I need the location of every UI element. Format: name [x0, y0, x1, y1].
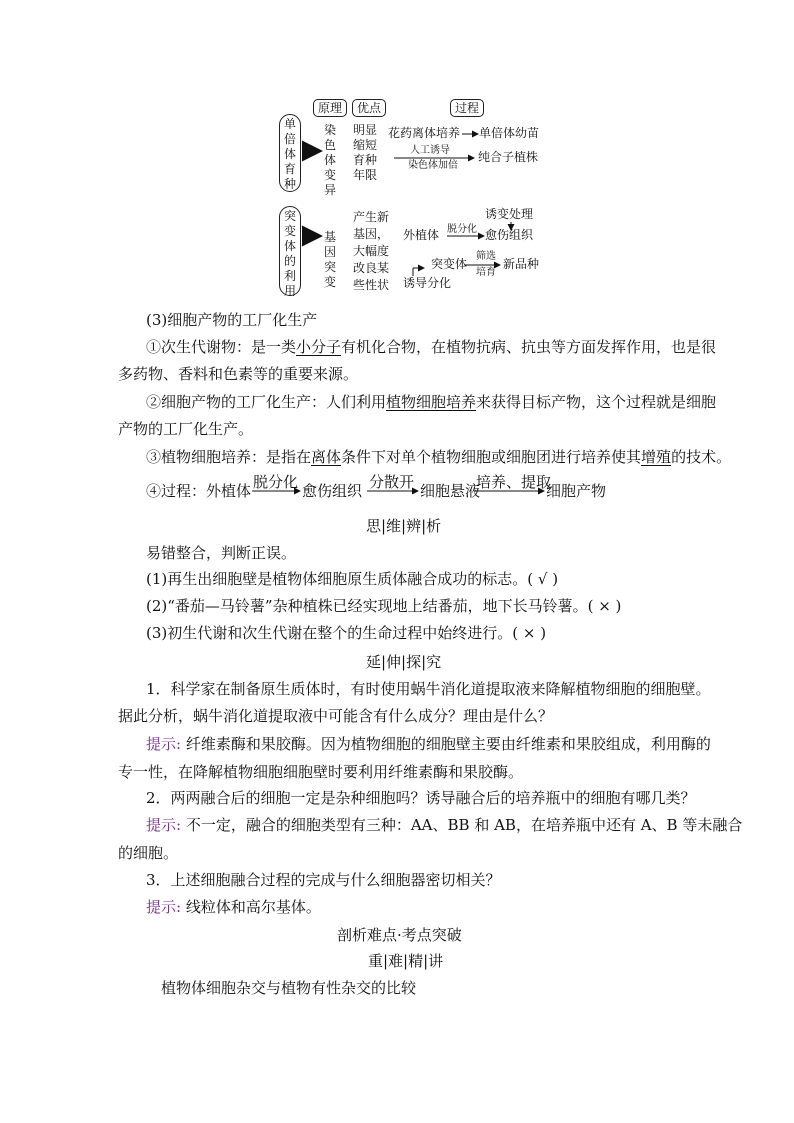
mutant-new-variety: 新品种	[503, 257, 540, 271]
section3-heading: (3)细胞产物的工厂化生产	[146, 311, 318, 329]
haploid-principle: 染色体变异	[323, 123, 336, 197]
header-principle: 原理	[313, 99, 347, 117]
p4-label: ④过程：外植体	[146, 482, 252, 500]
p2-pre: ②细胞产物的工厂化生产：人们利用	[146, 393, 387, 411]
thinking-item-3: (3)初生代谢和次生代谢在整个的生命过程中始终进行。( × )	[146, 624, 547, 642]
hint-label: 提示:	[146, 898, 182, 916]
haploid-advantage: 明显缩短育种年限	[353, 123, 378, 182]
p1-post: 有机化合物，在植物抗病、抗虫等方面发挥作用，也是很	[341, 338, 717, 356]
p4-callus: 愈伤组织	[302, 482, 363, 500]
extend-q3: 3．上述细胞融合过程的完成与什么细胞器密切相关？	[146, 871, 501, 889]
mutant-treatment: 诱变处理	[485, 207, 534, 221]
extend-title: 延|伸|探|究	[366, 653, 442, 671]
process-arrows	[0, 0, 794, 520]
p1-pre: ①次生代谢物：是一类	[146, 338, 297, 356]
extend-a2-line2: 的细胞。	[118, 844, 179, 862]
haploid-arrow-bottom: 染色体加倍	[408, 160, 458, 171]
p4-suspension: 细胞悬液	[420, 482, 481, 500]
p3-mid: 条件下对单个植物细胞或细胞团进行培养使其	[341, 448, 642, 466]
extend-a1-line2: 专一性，在降解植物细胞细胞壁时要利用纤维素酶和果胶酶。	[118, 763, 524, 781]
p2-underlined: 植物细胞培养	[386, 393, 477, 411]
p2-post: 来获得目标产物，这个过程就是细胞	[476, 393, 717, 411]
mutant-screen: 筛选	[476, 251, 496, 262]
p4-arrow2-label: 分散开	[369, 473, 415, 491]
thinking-title: 思|维|辨|析	[366, 517, 442, 535]
header-advantage: 优点	[352, 99, 386, 117]
haploid-result1: 单倍体幼苗	[479, 126, 540, 140]
mutant-dediff: 脱分化	[447, 224, 477, 235]
mutant-explant: 外植体	[403, 228, 440, 242]
extend-a2-line1	[146, 816, 742, 834]
mutant-induce-diff: 诱导分化	[403, 276, 452, 290]
extend-a3	[146, 898, 321, 916]
mutant-advantage: 产生新基因，大幅度改良某些性状	[353, 210, 390, 292]
p1-underlined: 小分子	[296, 338, 342, 356]
p4-product: 细胞产物	[546, 482, 607, 500]
analysis-topic: 植物体细胞杂交与植物有性杂交的比较	[161, 979, 417, 997]
extend-q1-line2: 据此分析，蜗牛消化道提取液中可能含有什么成分？理由是什么？	[118, 707, 554, 725]
haploid-result2: 纯合子植株	[478, 150, 539, 164]
p4-arrow3-label: 培养、提取	[476, 473, 552, 491]
thinking-item-1: (1)再生出细胞壁是植物体细胞原生质体融合成功的标志。( √ )	[146, 570, 559, 588]
section3-p2-line2: 产物的工厂化生产。	[118, 420, 254, 438]
p3-pre: ③植物细胞培养：是指在	[146, 448, 312, 466]
analysis-subtitle: 重|难|精|讲	[368, 952, 444, 970]
p3-post: 的技术。	[671, 448, 732, 466]
thinking-intro: 易错整合，判断正误。	[146, 544, 297, 562]
hint-label: 提示:	[146, 816, 182, 834]
haploid-step1: 花药离体培养	[388, 126, 461, 140]
analysis-title: 剖析难点·考点突破	[337, 926, 462, 944]
p3-underlined-1: 离体	[311, 448, 342, 466]
p4-arrow1-label: 脱分化	[253, 473, 299, 491]
extend-a1-line1	[146, 735, 711, 753]
mutant-culture: 培育	[476, 267, 496, 278]
mutant-callus: 愈伤组织	[485, 228, 534, 242]
thinking-item-2: (2)“番茄—马铃薯”杂种植株已经实现地上结番茄，地下长马铃薯。( × )	[146, 597, 622, 615]
haploid-breeding-label: 单倍体育种	[283, 117, 296, 191]
mutant-principle: 基因突变	[323, 230, 336, 289]
mutant-label: 突变体的利用	[283, 209, 296, 298]
header-process: 过程	[450, 99, 484, 117]
a2-text: 不一定，融合的细胞类型有三种：AA、BB 和 AB，在培养瓶中还有 A、B 等未融合	[185, 816, 743, 834]
a1-text: 纤维素酶和果胶酶。因为植物细胞的细胞壁主要由纤维素和果胶组成，利用酶的	[185, 735, 711, 753]
mutant-body: 突变体	[431, 257, 468, 271]
extend-q1-line1: 1．科学家在制备原生质体时，有时使用蜗牛消化道提取液来降解植物细胞的细胞壁。	[146, 680, 711, 698]
p3-underlined-2: 增殖	[641, 448, 672, 466]
section3-p1-line2: 多药物、香料和色素等的重要来源。	[118, 365, 359, 383]
extend-q2: 2．两两融合后的细胞一定是杂种细胞吗？诱导融合后的培养瓶中的细胞有哪几类？	[146, 789, 696, 807]
hint-label: 提示:	[146, 735, 182, 753]
haploid-arrow-top: 人工诱导	[410, 145, 450, 156]
a3-text: 线粒体和高尔基体。	[185, 898, 321, 916]
